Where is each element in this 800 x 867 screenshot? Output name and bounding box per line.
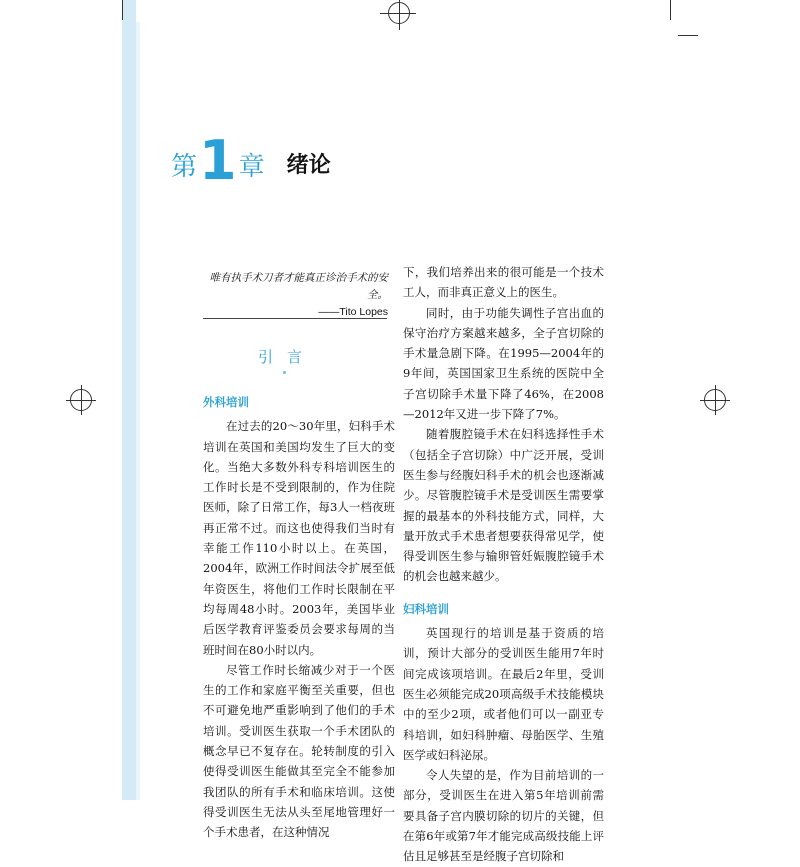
paragraph: 尽管工作时长缩减少对于一个医生的工作和家庭平衡至关重要，但也不可避免地严重影响到了他们的手术培训。受训医生获取一个手术团队的概念早已不复存在。轮转制度的引入使得受训医生能做其至完全不能参加我团队的所有手术和临床培训。这使得受训医生无法从头至尾地管理好一个手术患者，在这种情况 — [203, 662, 395, 840]
chapter-number: 1 — [199, 129, 237, 192]
paragraph: 同时，由于功能失调性子宫出血的保守治疗方案越来越多，全子宫切除的手术量急剧下降。在1995—2004年的9年间，英国国家卫生系统的医院中全子宫切除手术量下降了46%，在2008—2012年又进一步下降了7%。 — [403, 305, 604, 422]
paragraph: 随着腹腔镜手术在妇科选择性手术（包括全子宫切除）中广泛开展，受训医生参与经腹妇科手术的机会也逐渐减少。尽管腹腔镜手术是受训医生需要掌握的最基本的外科技能方式，同样，大量开放式手术患者想要获得常见学，使得受训医生参与输卵管妊娠腹腔镜手术的机会也越来越少。 — [403, 427, 604, 584]
crop-mark-top-left — [122, 0, 142, 30]
chapter-prefix: 第 — [171, 152, 198, 182]
subheading-gynecology-training: 妇科培训 — [403, 601, 449, 616]
paragraph: 令人失望的是，作为目前培训的一部分，受训医生在进入第5年培训前需要具备子宫内膜切除的切片的关键，但在第6年或第7年才能完成高级技能上评估且足够甚至是经腹子宫切除和 — [403, 768, 604, 864]
registration-mark-left — [66, 385, 96, 415]
chapter-suffix: 章 — [238, 152, 265, 182]
registration-mark-top — [380, 0, 416, 30]
epigraph — [203, 270, 390, 321]
paragraph: 下，我们培养出来的很可能是一个技术工人，而非真正意义上的医生。 — [403, 265, 604, 300]
paragraph: 在过去的20～30年里，妇科手术培训在英国和美国均发生了巨大的变化。当绝大多数外科专科培训医生的工作时长是不受到限制的，作为住院医师，除了日常工作，每3人一档夜班再正常不过。而这也使得我们当时有幸能工作110小时以上。在英国，2004年，欧洲工作时间法令扩展至低年资医生，将他们工作时长限制在平均每周48小时。2003年，美国毕业后医学教育评鉴委员会要求每周的当班时间在80小时以内。 — [203, 419, 395, 657]
subheading-surgical-training: 外科培训 — [203, 395, 249, 409]
chapter-heading — [171, 128, 331, 192]
section-title: 引言 — [258, 348, 317, 366]
paragraph: 英国现行的培训是基于资质的培训，预计大部分的受训医生能用7年时间完成该项培训。在最后2年里，受训医生必须能完成20项高级手术技能模块中的至少2项，或者他们可以一副亚专科培训，如妇科肿瘤、母胎医学、生殖医学或妇科泌尿。 — [403, 626, 604, 762]
left-column-body — [203, 392, 395, 843]
chapter-title: 绪论 — [286, 153, 331, 178]
crop-mark-top-right — [640, 0, 700, 40]
color-bleed-strip-light — [136, 22, 140, 800]
section-ornament — [283, 371, 286, 374]
right-column-body — [403, 262, 604, 867]
epigraph-quote: 唯有执手术刀者才能真正诊治手术的安全。 — [209, 272, 388, 301]
color-bleed-strip — [122, 0, 136, 800]
epigraph-divider — [203, 318, 387, 319]
epigraph-attribution: ——Tito Lopes — [318, 306, 388, 318]
left-column — [203, 262, 395, 321]
registration-mark-right — [700, 385, 730, 415]
